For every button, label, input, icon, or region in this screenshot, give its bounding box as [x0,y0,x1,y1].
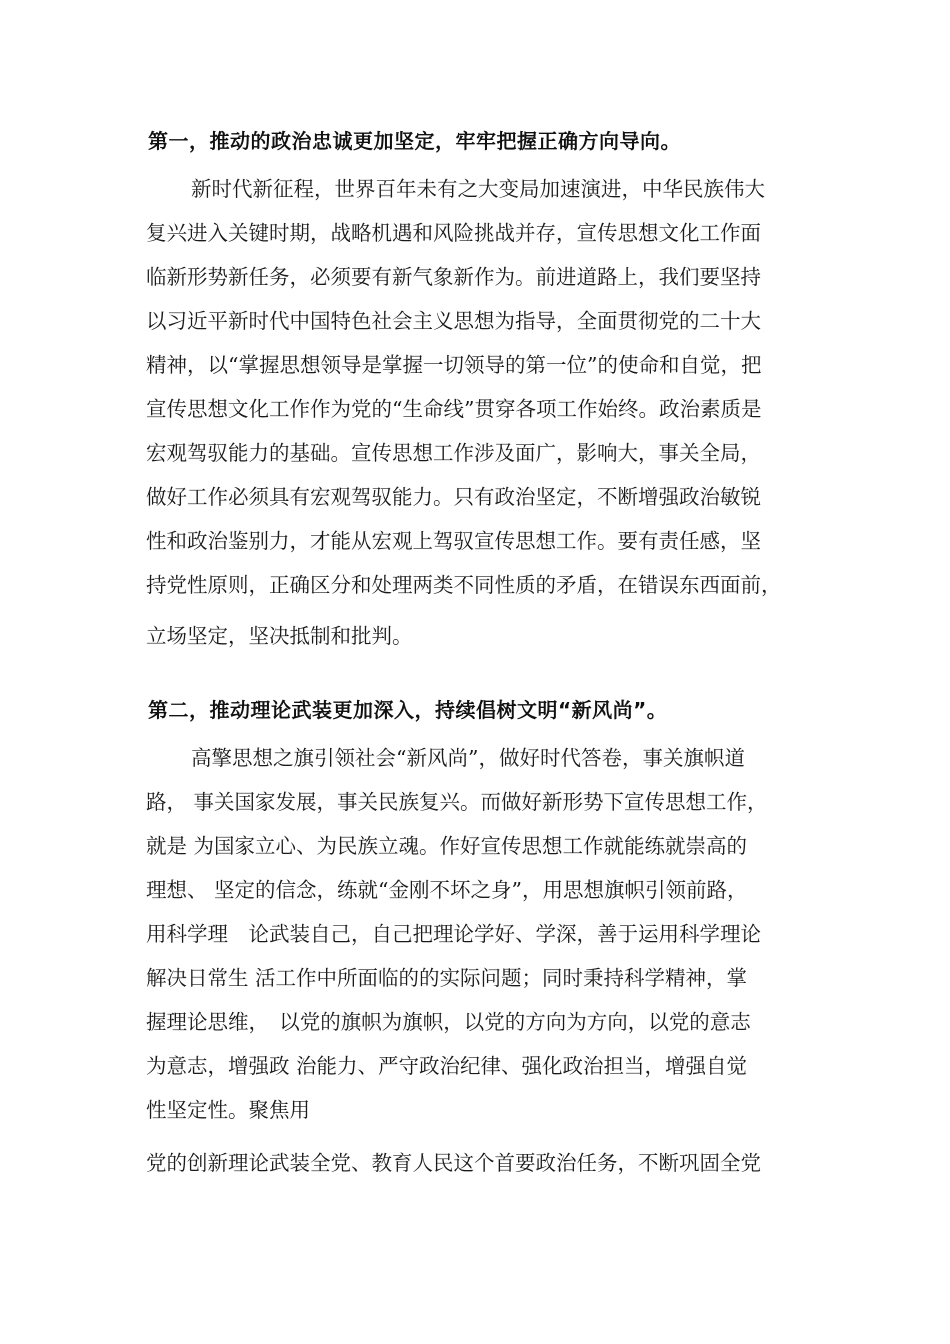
section-2-heading: 第二，推动理论武装更加深入，持续倡树文明“新风尚”。 [148,698,668,722]
text-line: 为意志，增强政 治能力、严守政治纪律、强化政治担当，增强自觉 [146,1054,748,1078]
text-line: 用科学理 论武装自己，自己把理论学好、学深，善于运用科学理论 [146,922,761,946]
text-line: 做好工作必须具有宏观驾驭能力。只有政治坚定，不断增强政治敏锐 [146,485,761,509]
text-line: 持党性原则，正确区分和处理两类不同性质的矛盾，在错误东西面前， [146,573,782,597]
text-line: 新时代新征程，世界百年未有之大变局加速演进，中华民族伟大 [191,177,765,201]
text-line: 临新形势新任务，必须要有新气象新作为。前进道路上，我们要坚持 [146,265,761,289]
text-line: 就是 为国家立心、为民族立魂。作好宣传思想工作就能练就崇高的 [146,834,748,858]
text-line: 复兴进入关键时期，战略机遇和风险挑战并存，宣传思想文化工作面 [146,221,761,245]
text-line: 党的创新理论武装全党、教育人民这个首要政治任务，不断巩固全党 [146,1151,761,1175]
text-line: 宣传思想文化工作作为党的“生命线”贯穿各项工作始终。政治素质是 [146,397,762,421]
text-line: 性坚定性。聚焦用 [146,1098,310,1122]
text-line: 握理论思维， 以党的旗帜为旗帜，以党的方向为方向，以党的意志 [146,1010,751,1034]
text-line: 以习近平新时代中国特色社会主义思想为指导，全面贯彻党的二十大 [146,309,761,333]
section-1-heading: 第一，推动的政治忠诚更加坚定，牢牢把握正确方向导向。 [148,129,681,153]
text-line: 路， 事关国家发展，事关民族复兴。而做好新形势下宣传思想工作， [146,790,768,814]
text-line: 立场坚定，坚决抵制和批判。 [146,624,413,648]
text-line: 性和政治鉴别力，才能从宏观上驾驭宣传思想工作。要有责任感，坚 [146,529,761,553]
text-line: 宏观驾驭能力的基础。宣传思想工作涉及面广，影响大，事关全局， [146,441,761,465]
text-line: 高擎思想之旗引领社会“新风尚”，做好时代答卷，事关旗帜道 [191,746,745,770]
text-line: 精神，以“掌握思想领导是掌握一切领导的第一位”的使命和自觉，把 [146,353,762,377]
text-line: 理想、 坚定的信念，练就“金刚不坏之身”，用思想旗帜引领前路， [146,878,748,902]
text-line: 解决日常生 活工作中所面临的的实际问题；同时秉持科学精神，掌 [146,966,748,990]
